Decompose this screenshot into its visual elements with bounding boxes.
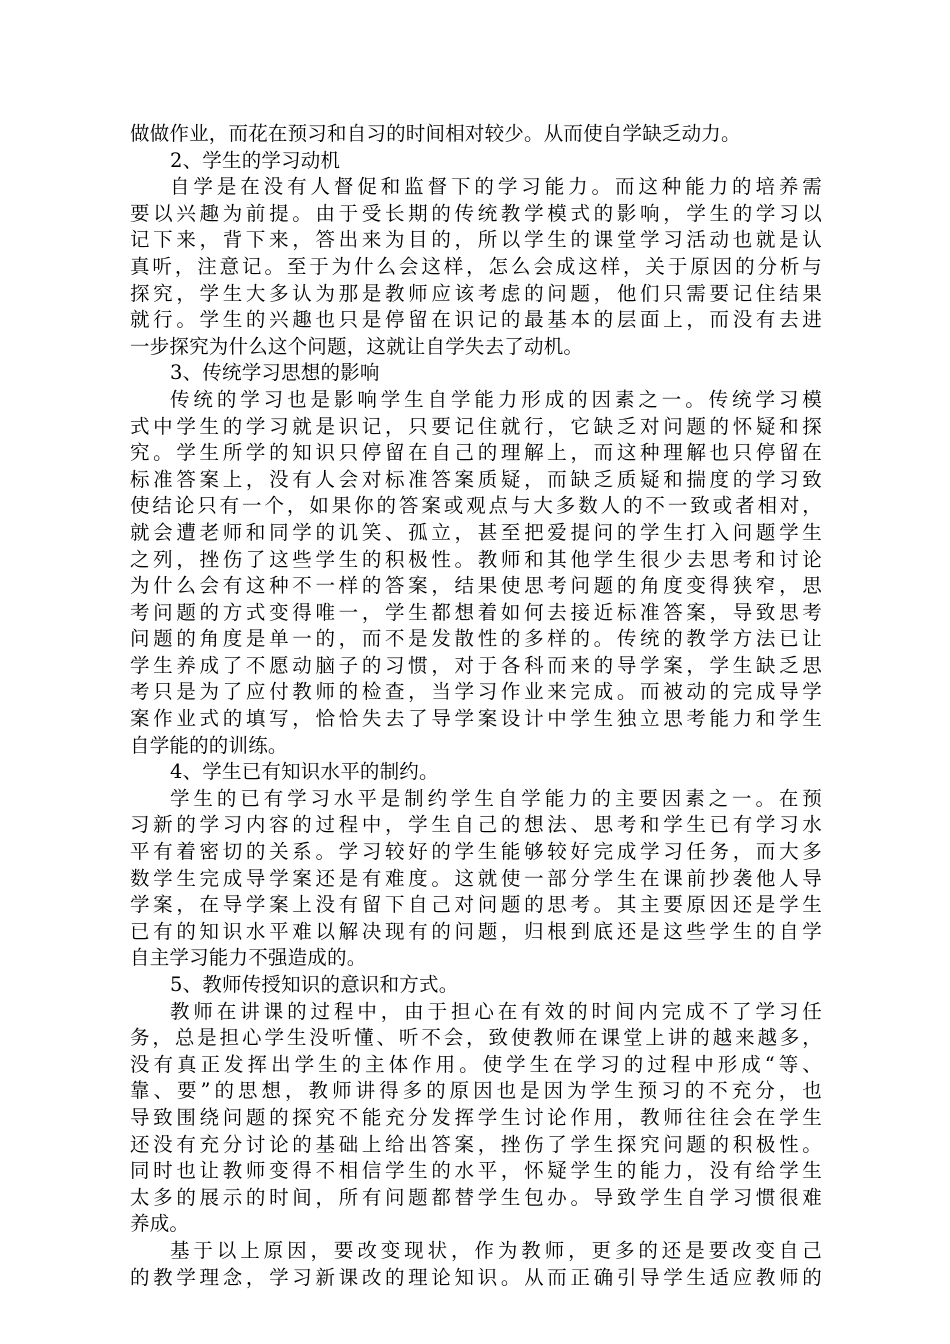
text-line: 要以兴趣为前提。由于受长期的传统教学模式的影响，学生的学习以 [130,201,822,225]
text-line: 就会遭老师和同学的讥笑、孤立，甚至把爱提问的学生打入问题学生 [130,520,822,544]
text-line: 探究，学生大多认为那是教师应该考虑的问题，他们只需要记住结果 [130,281,822,305]
text-line: 习新的学习内容的过程中，学生自己的想法、思考和学生已有学习水 [130,813,822,837]
text-line: 传统的学习也是影响学生自学能力形成的因素之一。传统学习模 [170,387,822,411]
text-line: 究。学生所学的知识只停留在自己的理解上，而这种理解也只停留在 [130,441,822,465]
text-line: 学生的已有学习水平是制约学生自学能力的主要因素之一。在预 [170,786,822,810]
section-heading: 5、教师传授知识的意识和方式。 [170,973,459,996]
text-line: 基于以上原因，要改变现状，作为教师，更多的还是要改变自己 [170,1238,822,1262]
text-line: 考只是为了应付教师的检查，当学习作业来完成。而被动的完成导学 [130,680,822,704]
text-line: 式中学生的学习就是识记，只要记住就行，它缺乏对问题的怀疑和探 [130,414,822,438]
document-body [130,121,822,1291]
text-line: 自学能的的训练。 [130,733,288,757]
text-line: 做做作业，而花在预习和自习的时间相对较少。从而使自学缺乏动力。 [130,122,741,145]
text-line: 没有真正发挥出学生的主体作用。使学生在学习的过程中形成“等、 [130,1052,822,1076]
text-line: 之列，挫伤了这些学生的积极性。教师和其他学生很少去思考和讨论 [130,547,822,571]
text-line: 考问题的方式变得唯一，学生都想着如何去接近标准答案，导致思考 [130,600,822,624]
text-line: 案作业式的填写，恰恰失去了导学案设计中学生独立思考能力和学生 [130,707,822,731]
text-line: 记下来，背下来，答出来为目的，所以学生的课堂学习活动也就是认 [130,228,822,252]
text-line: 教师在讲课的过程中，由于担心在有效的时间内完成不了学习任 [170,999,822,1023]
text-line: 一步探究为什么这个问题，这就让自学失去了动机。 [130,334,584,358]
text-line: 使结论只有一个，如果你的答案或观点与大多数人的不一致或者相对， [130,494,822,518]
text-line: 学生养成了不愿动脑子的习惯，对于各科而来的导学案，学生缺乏思 [130,653,822,677]
text-line: 自学是在没有人督促和监督下的学习能力。而这种能力的培养需 [170,175,822,199]
text-line: 数学生完成导学案还是有难度。这就使一部分学生在课前抄袭他人导 [130,866,822,890]
text-line: 自主学习能力不强造成的。 [130,946,367,970]
text-line: 务，总是担心学生没听懂、听不会，致使教师在课堂上讲的越来越多， [130,1026,822,1050]
text-line: 的教学理念，学习新课改的理论知识。从而正确引导学生适应教师的 [130,1265,822,1289]
section-heading: 4、学生已有知识水平的制约。 [170,760,439,784]
text-line: 太多的展示的时间，所有问题都替学生包办。导致学生自学习惯很难 [130,1185,822,1209]
text-line: 标准答案上，没有人会对标准答案质疑，而缺乏质疑和揣度的学习致 [130,467,822,491]
section-heading: 2、学生的学习动机 [170,148,341,172]
document-page [130,121,822,1291]
text-line: 就行。学生的兴趣也只是停留在识记的最基本的层面上，而没有去进 [130,308,822,332]
text-line: 问题的角度是单一的，而不是发散性的多样的。传统的教学方法已让 [130,627,822,651]
section-heading: 3、传统学习思想的影响 [170,361,380,385]
text-line: 平有着密切的关系。学习较好的学生能够较好完成学习任务，而大多 [130,840,822,864]
text-line: 为什么会有这种不一样的答案，结果使思考问题的角度变得狭窄，思 [130,574,822,598]
text-line: 已有的知识水平难以解决现有的问题，归根到底还是这些学生的自学 [130,919,822,943]
text-line: 还没有充分讨论的基础上给出答案，挫伤了学生探究问题的积极性。 [130,1132,822,1156]
text-line: 真听，注意记。至于为什么会这样，怎么会成这样，关于原因的分析与 [130,254,822,278]
text-line: 同时也让教师变得不相信学生的水平，怀疑学生的能力，没有给学生 [130,1159,822,1183]
text-line: 导致围绕问题的探究不能充分发挥学生讨论作用，教师往往会在学生 [130,1105,822,1129]
text-line: 学案，在导学案上没有留下自己对问题的思考。其主要原因还是学生 [130,893,822,917]
text-line: 靠、要”的思想，教师讲得多的原因也是因为学生预习的不充分，也 [130,1079,822,1103]
text-line: 养成。 [130,1212,190,1236]
